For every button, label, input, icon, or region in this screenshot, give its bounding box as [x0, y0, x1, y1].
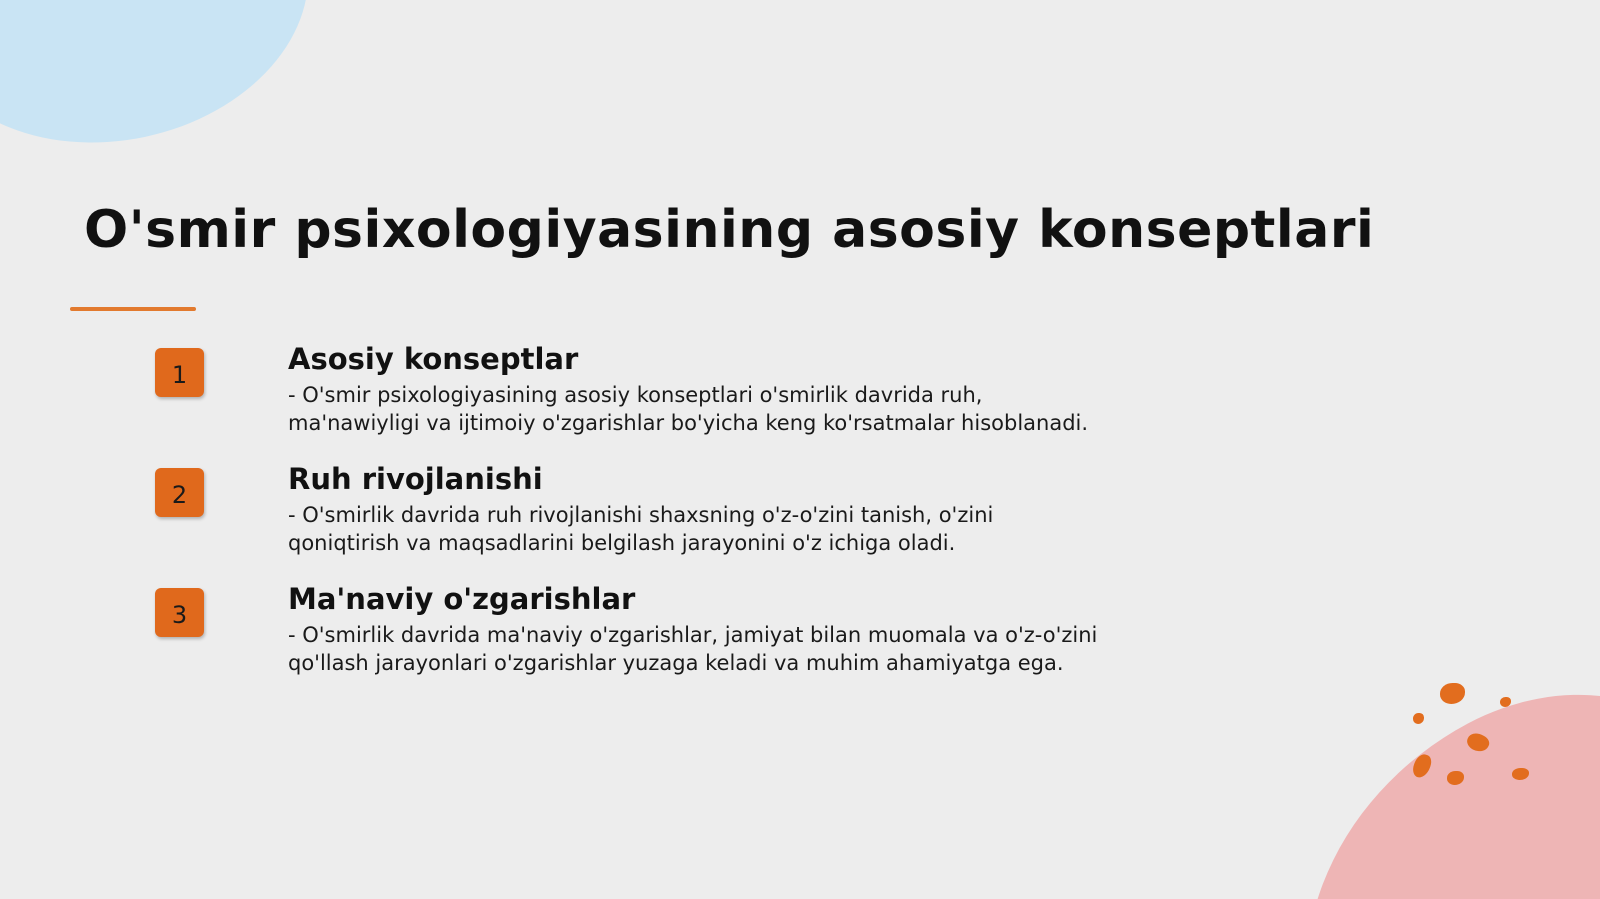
number-badge: 1 [155, 348, 204, 397]
decorative-blue-blob [0, 0, 336, 177]
item-description: - O'smir psixologiyasining asosiy konseptlari o'smirlik davrida ruh, ma'nawiyligi va ijtimoiy o'zgarishlar bo'yicha keng ko'rsatmalar hisoblanadi. [288, 383, 1089, 435]
slide-title: O'smir psixologiyasining asosiy konseptlari [84, 200, 1375, 260]
item-description: - O'smirlik davrida ruh rivojlanishi shaxsning o'z-o'zini tanish, o'zini qoniqtirish va maqsadlarini belgilash jarayonini o'z ichiga oladi. [288, 503, 994, 555]
number-badge: 2 [155, 468, 204, 517]
item-heading: Asosiy konseptlar [288, 342, 579, 376]
item-description: - O'smirlik davrida ma'naviy o'zgarishlar, jamiyat bilan muomala va o'z-o'zini qo'llash jarayonlari o'zgarishlar yuzaga keladi va muhim ahamiyatga ega. [288, 623, 1098, 675]
item-heading: Ruh rivojlanishi [288, 462, 543, 496]
decorative-orange-flake [1413, 713, 1424, 724]
number-badge: 3 [155, 588, 204, 637]
title-underline [70, 307, 196, 311]
decorative-pink-blob [1214, 633, 1600, 899]
decorative-orange-flake [1440, 683, 1465, 704]
item-heading: Ma'naviy o'zgarishlar [288, 582, 636, 616]
